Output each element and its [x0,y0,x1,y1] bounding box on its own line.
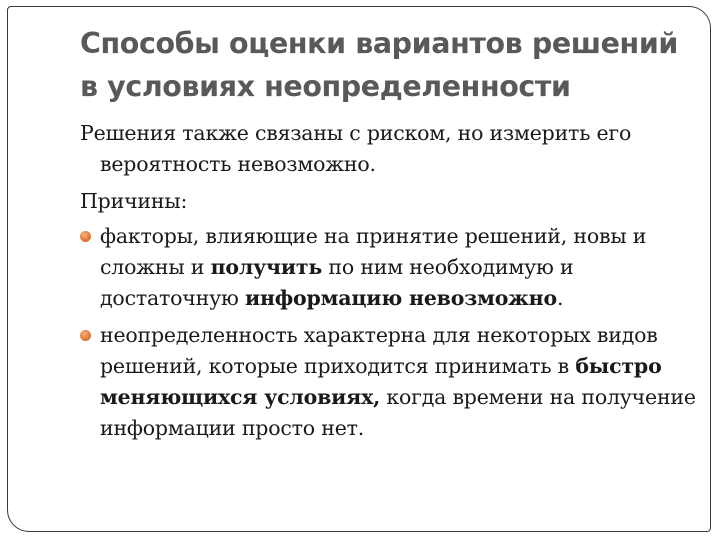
item-1-text-1: факторы, влияющие на принятие решений, новы и сложны и [100,224,647,279]
list-item-text [100,221,705,314]
slide-body [80,118,705,450]
item-2-bold-1: быстро меняющихся условиях, [100,354,662,409]
item-1-bold-1: получить [210,255,323,279]
slide-title [80,22,700,108]
orange-bullet-icon [80,231,91,242]
title-line-1: Способы оценки вариантов решений [80,27,678,60]
list-item [80,320,705,444]
item-2-text-1: неопределенность характерна для некоторых видов решений, которые приходится принимать в [100,323,658,378]
list-item [80,221,705,314]
reasons-label: Причины: [80,189,188,213]
title-line-2: в условиях неопределенности [80,70,571,103]
orange-bullet-icon [80,330,91,341]
reasons-list [80,221,705,444]
intro-paragraph: Решения также связаны с риском, но измерить его вероятность невозможно. [80,121,632,176]
item-1-text-3: . [556,286,564,310]
list-item-text [100,320,705,444]
item-2-text-2: когда времени на получение информации просто нет. [100,385,696,440]
item-1-bold-2: информацию невозможно [244,286,557,310]
item-1-text-2: по ним необходимую и достаточную [100,255,574,310]
